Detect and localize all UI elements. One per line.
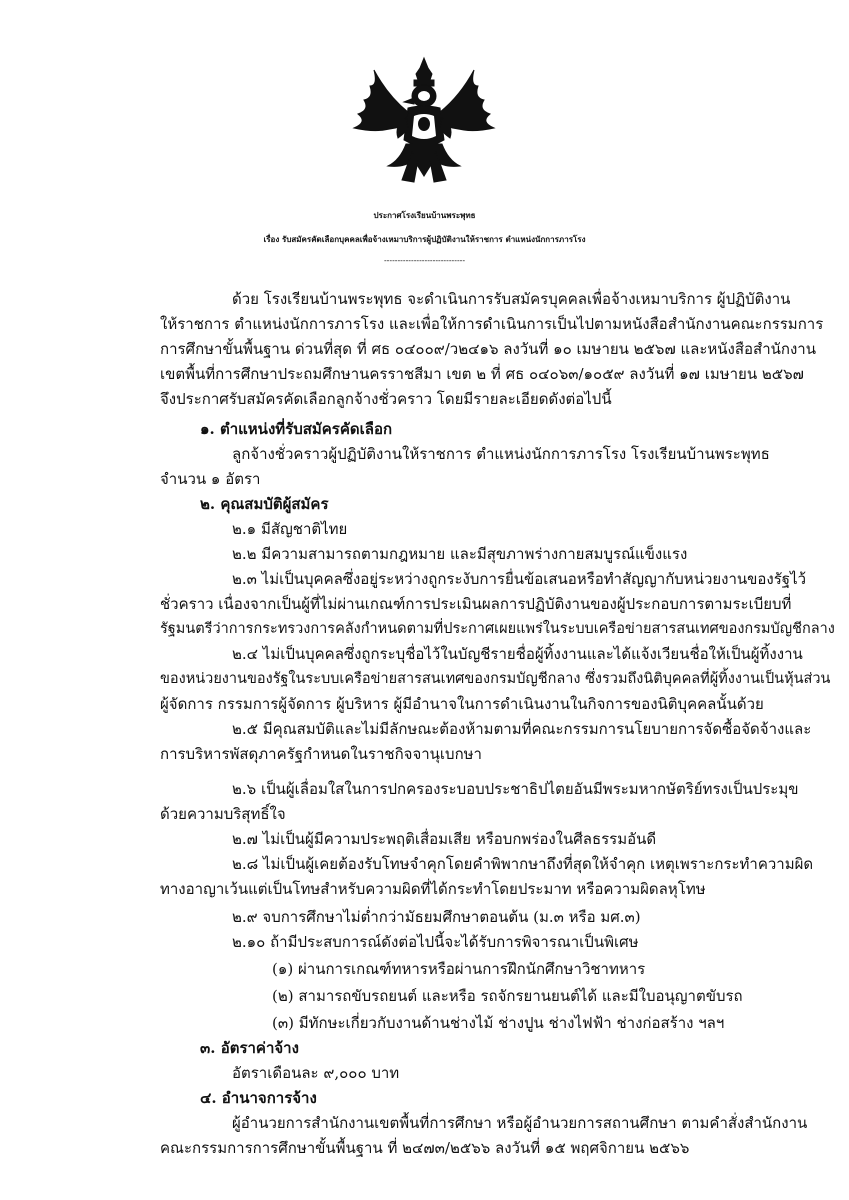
intro-line: ด้วย โรงเรียนบ้านพระพุทธ จะดำเนินการรับสมัครบุคคลเพื่อจ้างเหมาบริการ ผู้ปฏิบัติงาน xyxy=(232,290,791,308)
qualification-item: ด้วยความบริสุทธิ์ใจ xyxy=(160,805,286,823)
title-separator: ------------------------------ xyxy=(383,256,466,265)
qualification-item: ๒.๑ มีสัญชาติไทย xyxy=(232,520,348,538)
section-heading: ๑. ตำแหน่งที่รับสมัครคัดเลือก xyxy=(200,420,393,438)
intro-line: จึงประกาศรับสมัครคัดเลือกลูกจ้างชั่วคราว โดยมีรายละเอียดดังต่อไปนี้ xyxy=(160,390,612,408)
section-text: คณะกรรมการการศึกษาขั้นพื้นฐาน ที่ ๒๔๗๓/๒๕๖๖ ลงวันที่ ๑๕ พฤศจิกายน ๒๕๖๖ xyxy=(160,1139,690,1157)
qualification-item: ๒.๔ ไม่เป็นบุคคลซึ่งถูกระบุชื่อไว้ในบัญชีรายชื่อผู้ทิ้งงานและได้แจ้งเวียนชื่อให้เป็นผู้ทิ้งงาน xyxy=(232,645,803,663)
qualification-item: ผู้จัดการ กรรมการผู้จัดการ ผู้บริหาร ผู้มีอำนาจในการดำเนินงานในกิจการของนิติบุคคลนั้นด้วย xyxy=(160,695,764,713)
section-text: ลูกจ้างชั่วคราวผู้ปฏิบัติงานให้ราชการ ตำแหน่งนักการภารโรง โรงเรียนบ้านพระพุทธ xyxy=(232,445,770,463)
section-heading: ๔. อำนาจการจ้าง xyxy=(200,1089,317,1107)
section-heading: ๒. คุณสมบัติผู้สมัคร xyxy=(200,495,329,513)
document-title: ประกาศโรงเรียนบ้านพระพุทธ xyxy=(373,210,476,220)
section-text: ผู้อำนวยการสำนักงานเขตพื้นที่การศึกษา หรือผู้อำนวยการสถานศึกษา ตามคำสั่งสำนักงาน xyxy=(232,1114,808,1132)
qualification-item: ๒.๙ จบการศึกษาไม่ต่ำกว่ามัธยมศึกษาตอนต้น (ม.๓ หรือ มศ.๓) xyxy=(232,908,641,926)
qualification-item: ทางอาญาเว้นแต่เป็นโทษสำหรับความผิดที่ได้กระทำโดยประมาท หรือความผิดลหุโทษ xyxy=(160,880,706,898)
garuda-emblem-icon xyxy=(344,56,504,188)
qualification-item: ชั่วคราว เนื่องจากเป็นผู้ที่ไม่ผ่านเกณฑ์การประเมินผลการปฏิบัติงานของผู้ประกอบการตามระเบียบที่ xyxy=(160,595,792,613)
experience-item: (๒) สามารถขับรถยนต์ และหรือ รถจักรยานยนต์ได้ และมีใบอนุญาตขับรถ xyxy=(272,987,743,1005)
intro-line: ให้ราชการ ตำแหน่งนักการภารโรง และเพื่อให้การดำเนินการเป็นไปตามหนังสือสำนักงานคณะกรรมการ xyxy=(160,315,824,333)
qualification-item: ๒.๕ มีคุณสมบัติและไม่มีลักษณะต้องห้ามตามที่คณะกรรมการนโยบายการจัดซื้อจัดจ้างและ xyxy=(232,720,812,738)
qualification-item: รัฐมนตรีว่าการกระทรวงการคลังกำหนดตามที่ประกาศเผยแพร่ในระบบเครือข่ายสารสนเทศของกรมบัญชีกลาง xyxy=(160,621,835,637)
experience-item: (๑) ผ่านการเกณฑ์ทหารหรือผ่านการฝึกนักศึกษาวิชาทหาร xyxy=(272,960,646,978)
section-heading: ๓. อัตราค่าจ้าง xyxy=(200,1039,299,1057)
qualification-item: การบริหารพัสดุภาครัฐกำหนดในราชกิจจานุเบกษา xyxy=(160,745,482,763)
experience-item: (๓) มีทักษะเกี่ยวกับงานด้านช่างไม้ ช่างปูน ช่างไฟฟ้า ช่างก่อสร้าง ฯลฯ xyxy=(272,1014,725,1032)
intro-line: การศึกษาขั้นพื้นฐาน ด่วนที่สุด ที่ ศธ ๐๔๐๐๙/ว๒๔๑๖ ลงวันที่ ๑๐ เมษายน ๒๕๖๗ และหนังสือสำนักงาน xyxy=(160,340,816,358)
qualification-item: ๒.๖ เป็นผู้เลื่อมใสในการปกครองระบอบประชาธิปไตยอันมีพระมหากษัตริย์ทรงเป็นประมุข xyxy=(232,780,799,798)
qualification-item: ๒.๓ ไม่เป็นบุคคลซึ่งอยู่ระหว่างถูกระงับการยื่นข้อเสนอหรือทำสัญญากับหน่วยงานของรัฐไว้ xyxy=(232,570,807,588)
qualification-item: ๒.๑๐ ถ้ามีประสบการณ์ดังต่อไปนี้จะได้รับการพิจารณาเป็นพิเศษ xyxy=(232,933,639,951)
section-text: จำนวน ๑ อัตรา xyxy=(160,470,261,488)
qualification-item: ๒.๗ ไม่เป็นผู้มีความประพฤติเสื่อมเสีย หรือบกพร่องในศีลธรรมอันดี xyxy=(232,830,657,848)
qualification-item: ๒.๘ ไม่เป็นผู้เคยต้องรับโทษจำคุกโดยคำพิพากษาถึงที่สุดให้จำคุก เหตุเพราะกระทำความผิด xyxy=(232,855,814,873)
wage-rate: อัตราเดือนละ ๙,๐๐๐ บาท xyxy=(232,1064,400,1082)
qualification-item: ๒.๒ มีความสามารถตามกฎหมาย และมีสุขภาพร่างกายสมบูรณ์แข็งแรง xyxy=(232,545,688,563)
qualification-item: ของหน่วยงานของรัฐในระบบเครือข่ายสารสนเทศของกรมบัญชีกลาง ซึ่งรวมถึงนิติบุคคลที่ผู้ทิ้งงานเป็นหุ้นส่วน xyxy=(160,671,831,687)
document-subject: เรื่อง รับสมัครคัดเลือกบุคคลเพื่อจ้างเหมาบริการผู้ปฏิบัติงานให้ราชการ ตำแหน่งนักการภารโรง xyxy=(263,234,586,244)
intro-line: เขตพื้นที่การศึกษาประถมศึกษานครราชสีมา เขต ๒ ที่ ศธ ๐๔๐๖๓/๑๐๕๙ ลงวันที่ ๑๗ เมษายน ๒๕๖๗ xyxy=(160,365,804,383)
